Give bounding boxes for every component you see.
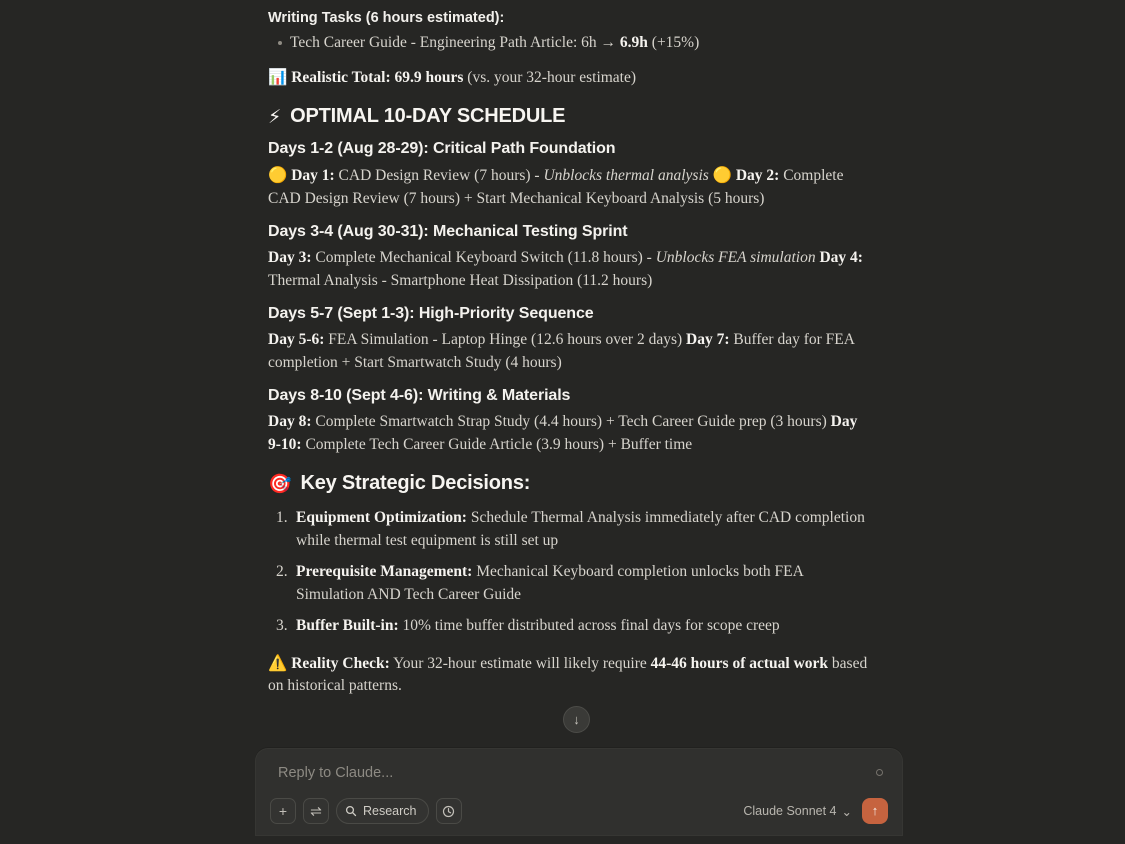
schedule-title: OPTIMAL 10-DAY SCHEDULE: [290, 105, 566, 127]
schedule-block-1: [268, 140, 868, 210]
day-text-a: Complete Mechanical Keyboard Switch (11.8 hours) -: [311, 249, 656, 266]
research-button[interactable]: [336, 798, 429, 824]
send-message-button[interactable]: [862, 798, 888, 824]
schedule-block-4: [268, 387, 868, 456]
schedule-block-body: [268, 411, 868, 456]
decision-bold: Equipment Optimization:: [296, 509, 467, 526]
reply-input-placeholder[interactable]: Reply to Claude...: [278, 765, 394, 781]
plus-icon: +: [278, 803, 288, 819]
status-dot-icon: [876, 769, 883, 776]
day-text-a: FEA Simulation - Laptop Hinge (12.6 hours over 2 days): [324, 331, 683, 348]
writing-tasks-heading: Writing Tasks (6 hours estimated):: [268, 10, 505, 26]
day-text-b: Complete Tech Career Guide Article (3.9 hours) + Buffer time: [301, 435, 693, 453]
day-text-b: Buffer day for FEA completion + Start Smartwatch Study (4 hours): [268, 331, 855, 371]
schedule-heading: [268, 105, 868, 128]
key-decisions-title: Key Strategic Decisions:: [300, 472, 531, 494]
writing-tasks-list: [268, 32, 868, 54]
day-text-a: Complete Smartwatch Strap Study (4.4 hours) + Tech Career Guide prep (3 hours): [311, 413, 827, 430]
day-label-b: Day 4:: [819, 249, 863, 266]
tools-settings-button[interactable]: [303, 798, 329, 824]
scroll-to-bottom-button[interactable]: [563, 706, 590, 733]
reality-check-text-before: Your 32-hour estimate will likely require: [389, 654, 651, 672]
list-item: [296, 561, 868, 606]
arrow-up-icon: ↑: [871, 803, 879, 818]
composer-toolbar-right: [743, 798, 888, 824]
model-label: Claude Sonnet 4: [743, 804, 837, 818]
schedule-block-heading: Days 3-4 (Aug 30-31): Mechanical Testing Sprint: [268, 223, 628, 240]
schedule-block-heading: Days 5-7 (Sept 1-3): High-Priority Sequence: [268, 305, 594, 322]
yellow-circle-icon: 🟡: [268, 166, 288, 184]
decision-text: Schedule Thermal Analysis immediately after CAD completion while thermal test equipment is still set up: [296, 509, 865, 549]
history-button[interactable]: [436, 798, 462, 824]
message-content: [268, 0, 868, 698]
day-label-a: Day 3:: [268, 249, 312, 266]
schedule-block-body: [268, 329, 868, 374]
schedule-block-2: [268, 223, 868, 292]
list-item: [290, 32, 868, 54]
day-label-a: Day 8:: [268, 413, 312, 430]
schedule-block-body: [268, 164, 868, 210]
decision-text: 10% time buffer distributed across final days for scope creep: [398, 617, 780, 634]
key-decisions-list: [268, 507, 868, 638]
day-text-b: Thermal Analysis - Smartphone Heat Dissipation (11.2 hours): [268, 271, 653, 289]
model-selector[interactable]: [743, 804, 852, 819]
list-item: [296, 615, 868, 638]
day-text-b: Complete CAD Design Review (7 hours) + Start Mechanical Keyboard Analysis (5 hours): [268, 167, 844, 207]
decision-bold: Buffer Built-in:: [296, 617, 399, 634]
task-bold: 6.9h: [619, 34, 648, 51]
chart-icon: 📊: [268, 68, 288, 86]
realistic-total-line: [268, 66, 868, 89]
schedule-block-heading: Days 8-10 (Sept 4-6): Writing & Materials: [268, 387, 571, 404]
key-decisions-heading: [268, 472, 868, 495]
chevron-down-icon: ⌄: [841, 804, 852, 819]
add-attachment-button[interactable]: [270, 798, 296, 824]
day-label-a: Day 1:: [291, 167, 335, 184]
realistic-total-bold: Realistic Total: 69.9 hours: [291, 69, 464, 86]
reality-check-line: [268, 652, 868, 698]
reality-check-bold: Reality Check:: [291, 654, 390, 672]
task-prefix: Tech Career Guide - Engineering Path Article: 6h →: [290, 34, 620, 51]
day-label-b: Day 2:: [735, 167, 780, 184]
list-item: [296, 507, 868, 552]
composer-toolbar-left: [270, 798, 462, 824]
day-label-a: Day 5-6:: [268, 331, 325, 348]
day-italic-a: Unblocks FEA simulation: [655, 249, 816, 266]
target-icon: 🎯: [268, 473, 292, 495]
decision-text: Mechanical Keyboard completion unlocks both FEA Simulation AND Tech Career Guide: [296, 563, 803, 603]
task-suffix: (+15%): [647, 34, 700, 51]
day-label-b: Day 7:: [686, 331, 730, 348]
search-icon: [345, 805, 357, 817]
schedule-block-3: [268, 305, 868, 374]
warning-icon: ⚠️: [268, 653, 288, 672]
day-text-a: CAD Design Review (7 hours) -: [334, 167, 544, 184]
sliders-icon: ⇌: [310, 802, 322, 819]
arrow-down-icon: ↓: [573, 711, 580, 727]
lightning-icon: ⚡: [268, 105, 282, 128]
schedule-block-heading: Days 1-2 (Aug 28-29): Critical Path Foundation: [268, 140, 616, 157]
reality-check-text-after: based on historical patterns.: [268, 654, 868, 694]
day-label-b: Day 9-10:: [268, 413, 858, 453]
schedule-block-body: [268, 247, 868, 292]
research-label: Research: [363, 804, 417, 818]
reality-check-hours: 44-46 hours of actual work: [650, 654, 829, 672]
yellow-circle-icon-2: 🟡: [712, 166, 732, 184]
realistic-total-rest: (vs. your 32-hour estimate): [463, 69, 637, 86]
clock-icon: [442, 805, 455, 818]
day-italic-a: Unblocks thermal analysis: [543, 167, 709, 184]
decision-bold: Prerequisite Management:: [296, 563, 473, 580]
message-composer[interactable]: [255, 748, 903, 836]
